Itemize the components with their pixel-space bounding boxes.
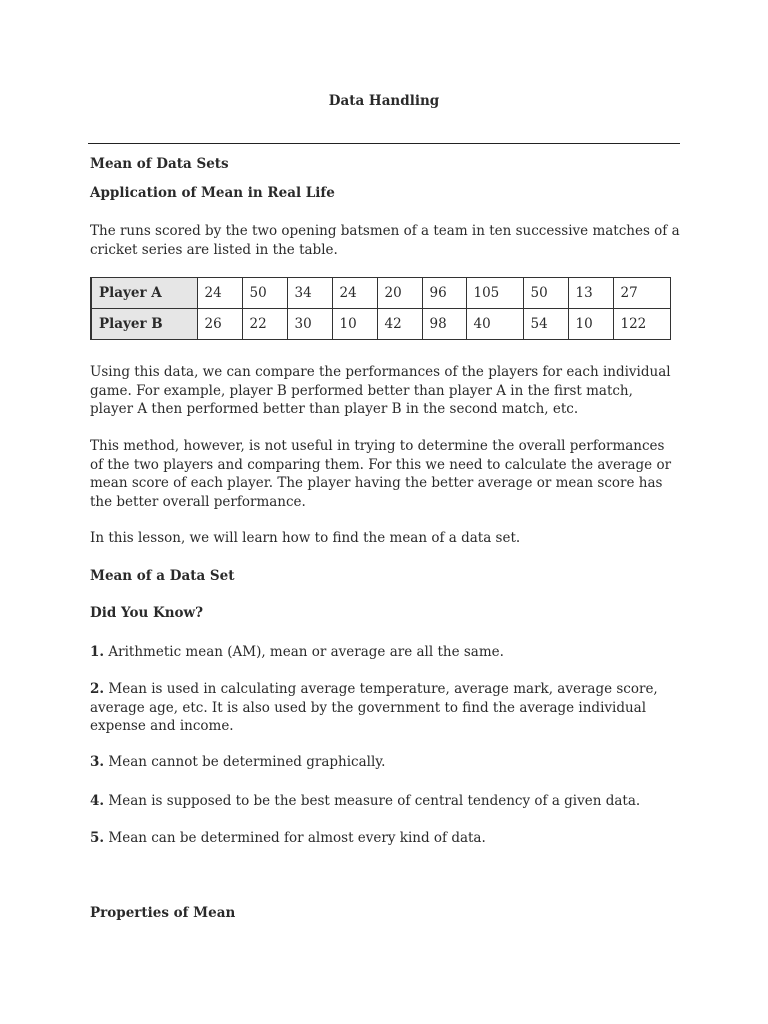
row-label-player-a: Player A <box>91 278 197 309</box>
fact-text: Mean can be determined for almost every kind of data. <box>108 830 486 846</box>
table-row <box>91 309 670 340</box>
fact-number: 1. <box>90 644 105 660</box>
title-divider <box>88 143 680 144</box>
table-cell: 20 <box>377 278 422 309</box>
table-cell: 105 <box>466 278 523 309</box>
fact-text: Mean is supposed to be the best measure of central tendency of a given data. <box>108 793 641 809</box>
table-row <box>91 278 670 309</box>
properties-heading: Properties of Mean <box>90 905 236 921</box>
fact-number: 5. <box>90 830 105 846</box>
table-cell: 24 <box>197 278 242 309</box>
table-cell: 22 <box>242 309 287 340</box>
table-cell: 40 <box>466 309 523 340</box>
table-cell: 50 <box>523 278 568 309</box>
table-cell: 54 <box>523 309 568 340</box>
table-cell: 24 <box>332 278 377 309</box>
did-you-know-heading: Did You Know? <box>90 605 204 621</box>
fact-number: 3. <box>90 754 105 770</box>
page-title: Data Handling <box>328 93 440 109</box>
fact-item <box>90 680 680 736</box>
fact-item <box>90 829 680 848</box>
table-cell: 50 <box>242 278 287 309</box>
table-cell: 96 <box>422 278 466 309</box>
section-heading: Mean of Data Sets <box>90 156 229 172</box>
table-cell: 13 <box>568 278 613 309</box>
subheading: Application of Mean in Real Life <box>90 185 335 201</box>
fact-text: Arithmetic mean (AM), mean or average are all the same. <box>108 644 504 660</box>
intro-paragraph: The runs scored by the two opening batsmen of a team in ten successive matches of a cricket series are listed in the table. <box>90 223 680 258</box>
method-paragraph: This method, however, is not useful in trying to determine the overall performances of the two players and comparing them. For this we need to calculate the average or mean score of each player. The player having the better average or mean score has the better overall performance. <box>90 438 672 510</box>
table-cell: 10 <box>568 309 613 340</box>
lesson-paragraph: In this lesson, we will learn how to find the mean of a data set. <box>90 530 521 546</box>
table-cell: 26 <box>197 309 242 340</box>
table-cell: 122 <box>613 309 670 340</box>
row-label-player-b: Player B <box>91 309 197 340</box>
mean-of-data-set-heading: Mean of a Data Set <box>90 568 235 584</box>
table-cell: 27 <box>613 278 670 309</box>
table-cell: 10 <box>332 309 377 340</box>
fact-number: 2. <box>90 681 105 697</box>
table-cell: 98 <box>422 309 466 340</box>
table-cell: 42 <box>377 309 422 340</box>
table-cell: 34 <box>287 278 332 309</box>
fact-text: Mean cannot be determined graphically. <box>108 754 386 770</box>
compare-paragraph: Using this data, we can compare the performances of the players for each individual game. For example, player B performed better than player A in the first match, player A then performed better than player B in the second match, etc. <box>90 364 671 417</box>
fact-number: 4. <box>90 793 105 809</box>
fact-item <box>90 792 680 811</box>
fact-item <box>90 643 680 662</box>
table-cell: 30 <box>287 309 332 340</box>
runs-table <box>90 277 671 340</box>
fact-item <box>90 753 680 772</box>
fact-text: Mean is used in calculating average temperature, average mark, average score, average age, etc. It is also used by the government to find the average individual expense and income. <box>90 681 658 734</box>
